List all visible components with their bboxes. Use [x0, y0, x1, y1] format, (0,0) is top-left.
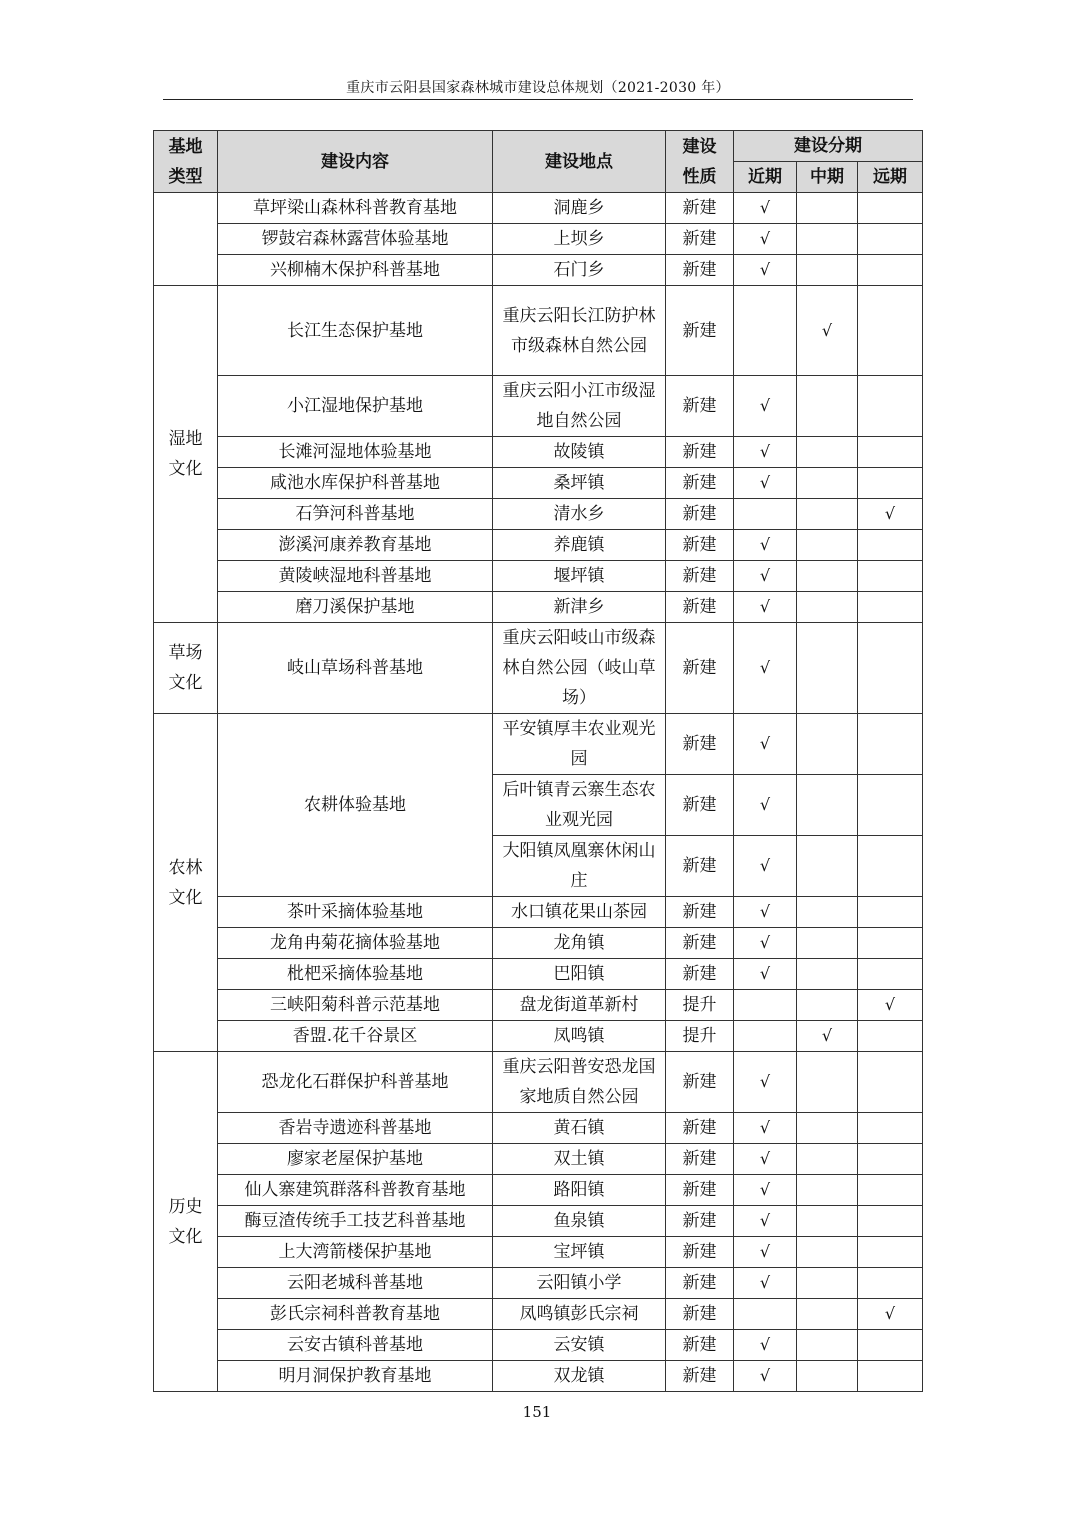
phase-far-cell [858, 1052, 923, 1113]
nature-cell: 新建 [666, 286, 734, 376]
nature-cell: 新建 [666, 376, 734, 437]
phase-near-cell [734, 1330, 797, 1361]
phase-far-cell [858, 1237, 923, 1268]
phase-far-cell [858, 714, 923, 775]
checkmark: √ [821, 1026, 833, 1045]
phase-near-cell [734, 1113, 797, 1144]
phase-near-cell [734, 623, 797, 714]
checkmark: √ [759, 1335, 771, 1354]
content-cell: 茶叶采摘体验基地 [218, 897, 493, 928]
content-cell: 上大湾箭楼保护基地 [218, 1237, 493, 1268]
phase-near-cell [734, 376, 797, 437]
phase-near-cell [734, 1052, 797, 1113]
table-row [154, 1021, 923, 1052]
nature-cell: 新建 [666, 1361, 734, 1392]
checkmark: √ [759, 856, 771, 875]
phase-far-cell [858, 437, 923, 468]
content-cell: 仙人寨建筑群落科普教育基地 [218, 1175, 493, 1206]
nature-cell: 新建 [666, 928, 734, 959]
location-cell: 宝坪镇 [493, 1237, 666, 1268]
nature-cell: 新建 [666, 530, 734, 561]
location-cell: 水口镇花果山茶园 [493, 897, 666, 928]
table-row [154, 1330, 923, 1361]
checkmark: √ [759, 566, 771, 585]
checkmark: √ [759, 902, 771, 921]
nature-cell: 新建 [666, 1299, 734, 1330]
phase-mid-cell [797, 1052, 858, 1113]
header-nature [666, 131, 734, 193]
table-body [154, 193, 923, 1392]
checkmark: √ [884, 995, 896, 1014]
content-cell: 石笋河科普基地 [218, 499, 493, 530]
content-cell: 咸池水库保护科普基地 [218, 468, 493, 499]
phase-far-cell [858, 530, 923, 561]
content-cell: 廖家老屋保护基地 [218, 1144, 493, 1175]
table-row [154, 1052, 923, 1113]
location-cell: 大阳镇凤凰寨休闲山庄 [493, 836, 666, 897]
phase-near-cell [734, 1021, 797, 1052]
table-row [154, 1237, 923, 1268]
location-cell: 双土镇 [493, 1144, 666, 1175]
phase-mid-cell [797, 376, 858, 437]
phase-far-cell [858, 897, 923, 928]
checkmark: √ [759, 1118, 771, 1137]
table-row [154, 255, 923, 286]
base-type-cell [154, 714, 218, 1052]
content-cell: 明月洞保护教育基地 [218, 1361, 493, 1392]
checkmark: √ [759, 658, 771, 677]
header-divider [163, 99, 913, 100]
checkmark: √ [759, 198, 771, 217]
phase-mid-cell [797, 193, 858, 224]
phase-near-cell [734, 286, 797, 376]
header-content: 建设内容 [218, 131, 493, 193]
table-row [154, 286, 923, 376]
nature-cell: 新建 [666, 623, 734, 714]
phase-mid-cell [797, 592, 858, 623]
location-cell: 盘龙街道革新村 [493, 990, 666, 1021]
phase-mid-cell [797, 530, 858, 561]
table-row [154, 714, 923, 775]
base-type-label: 农林文化 [168, 857, 203, 908]
phase-mid-cell [797, 959, 858, 990]
nature-cell: 新建 [666, 1113, 734, 1144]
location-cell: 重庆云阳岐山市级森林自然公园（岐山草场） [493, 623, 666, 714]
phase-near-cell [734, 990, 797, 1021]
content-cell: 兴柳楠木保护科普基地 [218, 255, 493, 286]
table-row [154, 1206, 923, 1237]
phase-mid-cell [797, 1113, 858, 1144]
phase-far-cell [858, 1299, 923, 1330]
phase-far-cell [858, 1175, 923, 1206]
nature-cell: 新建 [666, 775, 734, 836]
phase-mid-cell [797, 1175, 858, 1206]
phase-mid-cell [797, 928, 858, 959]
location-cell: 黄石镇 [493, 1113, 666, 1144]
table-row [154, 224, 923, 255]
phase-near-cell [734, 224, 797, 255]
nature-cell: 新建 [666, 1268, 734, 1299]
location-cell: 故陵镇 [493, 437, 666, 468]
phase-near-cell [734, 959, 797, 990]
location-cell: 凤鸣镇 [493, 1021, 666, 1052]
phase-near-cell [734, 1299, 797, 1330]
phase-mid-cell [797, 1021, 858, 1052]
phase-far-cell [858, 623, 923, 714]
nature-cell: 新建 [666, 714, 734, 775]
nature-cell: 提升 [666, 1021, 734, 1052]
table-row [154, 468, 923, 499]
checkmark: √ [759, 260, 771, 279]
checkmark: √ [759, 795, 771, 814]
table-row [154, 376, 923, 437]
header-phase: 建设分期 [734, 131, 923, 162]
checkmark: √ [759, 442, 771, 461]
phase-near-cell [734, 775, 797, 836]
checkmark: √ [759, 535, 771, 554]
base-type-cell [154, 193, 218, 286]
table-row [154, 592, 923, 623]
content-cell: 长滩河湿地体验基地 [218, 437, 493, 468]
checkmark: √ [884, 1304, 896, 1323]
phase-near-cell [734, 468, 797, 499]
phase-far-cell [858, 990, 923, 1021]
checkmark: √ [759, 1366, 771, 1385]
phase-mid-cell [797, 255, 858, 286]
location-cell: 巴阳镇 [493, 959, 666, 990]
document-header-title: 重庆市云阳县国家森林城市建设总体规划（2021-2030 年） [346, 80, 730, 96]
phase-near-cell [734, 255, 797, 286]
nature-cell: 新建 [666, 224, 734, 255]
content-cell: 酶豆渣传统手工技艺科普基地 [218, 1206, 493, 1237]
phase-far-cell [858, 959, 923, 990]
phase-mid-cell [797, 1299, 858, 1330]
location-cell: 后叶镇青云寨生态农业观光园 [493, 775, 666, 836]
nature-cell: 新建 [666, 1175, 734, 1206]
nature-cell: 新建 [666, 468, 734, 499]
base-type-label: 历史文化 [168, 1196, 203, 1247]
phase-far-cell [858, 1206, 923, 1237]
phase-mid-cell [797, 990, 858, 1021]
content-cell: 磨刀溪保护基地 [218, 592, 493, 623]
table-header [154, 131, 923, 193]
phase-near-cell [734, 530, 797, 561]
nature-cell: 新建 [666, 499, 734, 530]
phase-far-cell [858, 376, 923, 437]
location-cell: 双龙镇 [493, 1361, 666, 1392]
checkmark: √ [759, 1072, 771, 1091]
phase-far-cell [858, 775, 923, 836]
base-type-cell [154, 1052, 218, 1392]
location-cell: 云安镇 [493, 1330, 666, 1361]
checkmark: √ [759, 473, 771, 492]
nature-cell: 新建 [666, 1144, 734, 1175]
phase-mid-cell [797, 561, 858, 592]
checkmark: √ [759, 933, 771, 952]
checkmark: √ [759, 1273, 771, 1292]
nature-cell: 新建 [666, 1206, 734, 1237]
nature-cell: 新建 [666, 836, 734, 897]
phase-near-cell [734, 836, 797, 897]
location-cell: 上坝乡 [493, 224, 666, 255]
content-cell: 锣鼓宕森林露营体验基地 [218, 224, 493, 255]
phase-near-cell [734, 1268, 797, 1299]
content-cell: 龙角冉菊花摘体验基地 [218, 928, 493, 959]
phase-mid-cell [797, 623, 858, 714]
header-base-type [154, 131, 218, 193]
location-cell: 堰坪镇 [493, 561, 666, 592]
content-cell: 草坪梁山森林科普教育基地 [218, 193, 493, 224]
phase-near-cell [734, 1237, 797, 1268]
phase-far-cell [858, 836, 923, 897]
location-cell: 鱼泉镇 [493, 1206, 666, 1237]
base-type-cell [154, 286, 218, 623]
content-cell: 香盟.花千谷景区 [218, 1021, 493, 1052]
table-row [154, 897, 923, 928]
location-cell: 龙角镇 [493, 928, 666, 959]
phase-far-cell [858, 1268, 923, 1299]
phase-far-cell [858, 1330, 923, 1361]
location-cell: 路阳镇 [493, 1175, 666, 1206]
phase-far-cell [858, 1021, 923, 1052]
location-cell: 重庆云阳长江防护林市级森林自然公园 [493, 286, 666, 376]
checkmark: √ [884, 504, 896, 523]
table-row [154, 1299, 923, 1330]
header-location: 建设地点 [493, 131, 666, 193]
phase-far-cell [858, 561, 923, 592]
location-cell: 桑坪镇 [493, 468, 666, 499]
location-cell: 重庆云阳普安恐龙国家地质自然公园 [493, 1052, 666, 1113]
checkmark: √ [759, 964, 771, 983]
phase-near-cell [734, 1144, 797, 1175]
phase-far-cell [858, 592, 923, 623]
header-mid: 中期 [797, 162, 858, 193]
checkmark: √ [759, 229, 771, 248]
phase-far-cell [858, 468, 923, 499]
table-row [154, 1144, 923, 1175]
phase-far-cell [858, 224, 923, 255]
phase-far-cell [858, 1113, 923, 1144]
phase-near-cell [734, 193, 797, 224]
nature-cell: 新建 [666, 1052, 734, 1113]
phase-near-cell [734, 1206, 797, 1237]
table-row [154, 1113, 923, 1144]
table-row [154, 437, 923, 468]
phase-near-cell [734, 1175, 797, 1206]
nature-cell: 提升 [666, 990, 734, 1021]
phase-near-cell [734, 499, 797, 530]
checkmark: √ [759, 396, 771, 415]
location-cell: 洞鹿乡 [493, 193, 666, 224]
checkmark: √ [759, 597, 771, 616]
phase-mid-cell [797, 1330, 858, 1361]
location-cell: 重庆云阳小江市级湿地自然公园 [493, 376, 666, 437]
header-nature-label: 建设性质 [682, 136, 717, 187]
table-row [154, 1175, 923, 1206]
content-cell: 黄陵峡湿地科普基地 [218, 561, 493, 592]
nature-cell: 新建 [666, 592, 734, 623]
page-number: 151 [522, 1403, 552, 1421]
location-cell: 新津乡 [493, 592, 666, 623]
phase-mid-cell [797, 1268, 858, 1299]
table-row [154, 530, 923, 561]
content-cell: 农耕体验基地 [218, 714, 493, 897]
table-row [154, 193, 923, 224]
phase-mid-cell [797, 499, 858, 530]
checkmark: √ [759, 734, 771, 753]
table-row [154, 959, 923, 990]
phase-near-cell [734, 897, 797, 928]
content-cell: 云阳老城科普基地 [218, 1268, 493, 1299]
phase-near-cell [734, 928, 797, 959]
content-cell: 云安古镇科普基地 [218, 1330, 493, 1361]
phase-far-cell [858, 286, 923, 376]
table-row [154, 623, 923, 714]
phase-far-cell [858, 499, 923, 530]
phase-mid-cell [797, 1206, 858, 1237]
location-cell: 云阳镇小学 [493, 1268, 666, 1299]
phase-mid-cell [797, 836, 858, 897]
content-cell: 澎溪河康养教育基地 [218, 530, 493, 561]
checkmark: √ [759, 1149, 771, 1168]
nature-cell: 新建 [666, 897, 734, 928]
checkmark: √ [821, 320, 833, 340]
phase-mid-cell [797, 1361, 858, 1392]
nature-cell: 新建 [666, 1330, 734, 1361]
content-cell: 长江生态保护基地 [218, 286, 493, 376]
phase-near-cell [734, 592, 797, 623]
phase-mid-cell [797, 437, 858, 468]
nature-cell: 新建 [666, 561, 734, 592]
construction-plan-table [153, 130, 923, 1392]
base-type-label: 草场文化 [168, 643, 203, 693]
phase-far-cell [858, 193, 923, 224]
phase-mid-cell [797, 897, 858, 928]
nature-cell: 新建 [666, 1237, 734, 1268]
content-cell: 香岩寺遗迹科普基地 [218, 1113, 493, 1144]
phase-near-cell [734, 561, 797, 592]
checkmark: √ [759, 1211, 771, 1230]
location-cell: 养鹿镇 [493, 530, 666, 561]
location-cell: 清水乡 [493, 499, 666, 530]
phase-mid-cell [797, 714, 858, 775]
phase-far-cell [858, 928, 923, 959]
phase-mid-cell [797, 1237, 858, 1268]
base-type-cell [154, 623, 218, 714]
nature-cell: 新建 [666, 437, 734, 468]
checkmark: √ [759, 1180, 771, 1199]
phase-mid-cell [797, 775, 858, 836]
table-row [154, 1268, 923, 1299]
nature-cell: 新建 [666, 255, 734, 286]
phase-near-cell [734, 1361, 797, 1392]
header-base-type-label: 基地类型 [168, 136, 203, 187]
nature-cell: 新建 [666, 959, 734, 990]
content-cell: 岐山草场科普基地 [218, 623, 493, 714]
content-cell: 小江湿地保护基地 [218, 376, 493, 437]
location-cell: 石门乡 [493, 255, 666, 286]
content-cell: 彭氏宗祠科普教育基地 [218, 1299, 493, 1330]
table-row [154, 990, 923, 1021]
phase-far-cell [858, 1361, 923, 1392]
location-cell: 平安镇厚丰农业观光园 [493, 714, 666, 775]
header-far: 远期 [858, 162, 923, 193]
nature-cell: 新建 [666, 193, 734, 224]
table-row [154, 928, 923, 959]
content-cell: 恐龙化石群保护科普基地 [218, 1052, 493, 1113]
phase-mid-cell [797, 224, 858, 255]
checkmark: √ [759, 1242, 771, 1261]
location-cell: 凤鸣镇彭氏宗祠 [493, 1299, 666, 1330]
phase-near-cell [734, 714, 797, 775]
table-row [154, 561, 923, 592]
content-cell: 枇杷采摘体验基地 [218, 959, 493, 990]
phase-far-cell [858, 1144, 923, 1175]
header-near: 近期 [734, 162, 797, 193]
phase-mid-cell [797, 1144, 858, 1175]
phase-near-cell [734, 437, 797, 468]
phase-far-cell [858, 255, 923, 286]
content-cell: 三峡阳菊科普示范基地 [218, 990, 493, 1021]
phase-mid-cell [797, 286, 858, 376]
base-type-label: 湿地文化 [168, 429, 203, 479]
table-row [154, 499, 923, 530]
phase-mid-cell [797, 468, 858, 499]
table-row [154, 1361, 923, 1392]
